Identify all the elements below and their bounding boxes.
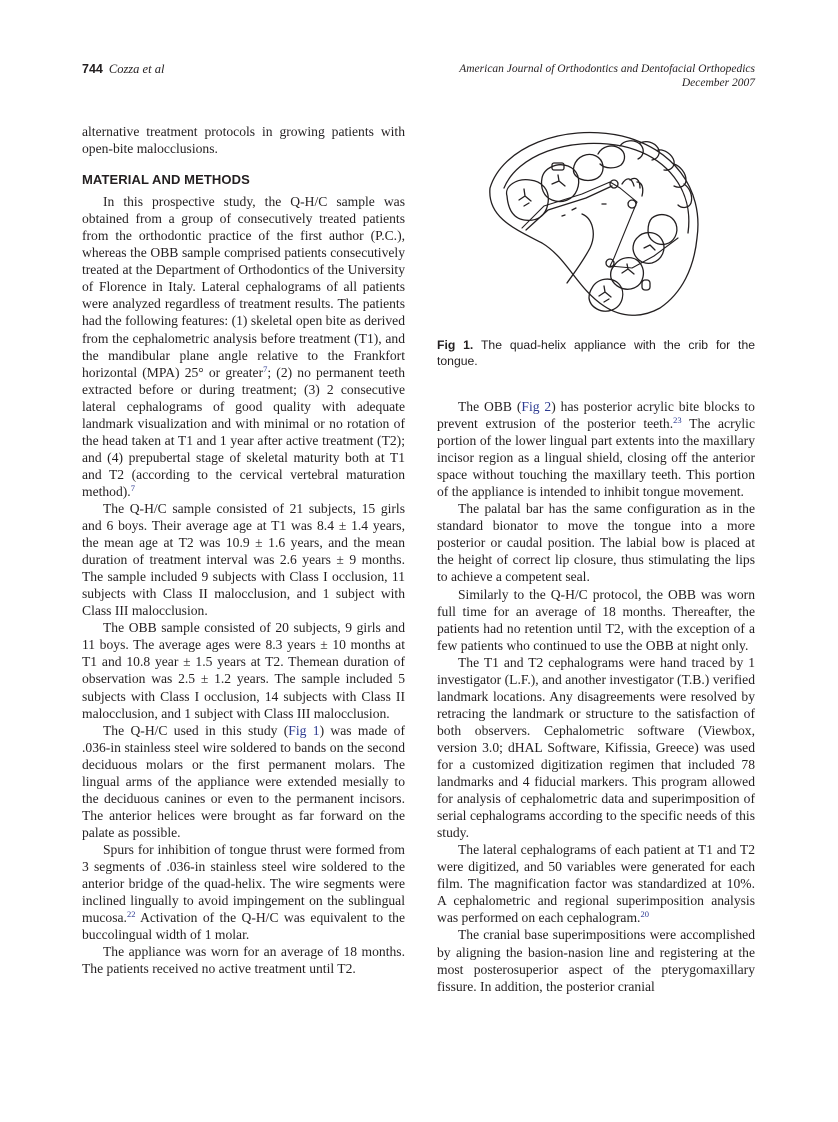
obb-description-paragraph <box>437 398 755 500</box>
digitization-paragraph <box>437 841 755 926</box>
journal-title: American Journal of Orthodontics and Dentofacial Orthopedics <box>459 63 755 75</box>
citation-ref[interactable]: 7 <box>263 363 268 374</box>
citation-ref[interactable]: 22 <box>126 909 136 920</box>
running-author: Cozza et al <box>108 62 165 76</box>
running-head <box>82 62 755 98</box>
running-head-left <box>82 62 164 77</box>
text-span: ; (2) no permanent teeth extracted before or during treatment; (3) 2 consecutive lateral cephalograms of good quality with adequate landmark visualization and with minimal or no rotation of the head taken at T1 and 1 year after active treatment (T2); and (4) prepubertal stage of skeletal maturity both at T1 and T2 (according to the cervical vertebral maturation method). <box>82 364 405 499</box>
text-span: ) was made of .036-in stainless steel wire soldered to bands on the second deciduous molars or the first permanent molars. The lingual arms of the appliance were extended mesially to the deciduous canines or even to the permanent incisors. The anterior helices were brought as far forward on the palate as possible. <box>82 722 405 840</box>
text-span: The acrylic portion of the lower lingual part extents into the maxillary incisor region as a lingual shield, closing off the anterior space without touching the maxillary teeth. This portion of the appliance is intended to inhibit tongue movement. <box>437 416 755 500</box>
text-span: The Q-H/C used in this study ( <box>103 722 289 738</box>
text-span: In this prospective study, the Q-H/C sample was obtained from a group of consecutively treated patients from the orthodontic practice of the first author (P.C.), whereas the OBB sample comprised patients consecutively treated at the Department of Orthodontics of the University of Florence in Italy. Lateral cephalograms of all patients were analyzed regardless of treatment results. The patients had the following features: (1) skeletal open bite as derived from the cephalometric analysis before treatment (T1), and the mandibular plane angle relative to the Frankfort horizontal (MPA) 25° or greater <box>82 194 405 380</box>
citation-ref[interactable]: 20 <box>640 909 649 920</box>
text-span: Activation of the Q-H/C was equivalent to the buccolingual width of 1 molar. <box>82 910 405 943</box>
qhc-appliance-paragraph <box>82 722 405 841</box>
quad-helix-illustration <box>482 118 707 323</box>
obb-sample-paragraph: The OBB sample consisted of 20 subjects, 9 girls and 11 boys. The average ages were 8.3 years ± 10 months at T1 and 10.8 year ± 1.5 years at T2. Themean duration of observation was 2.5 ± 1.2 years. The sample included 5 subjects with Class I occlusion, 14 subjects with Class II malocclusion, and 1 subject with Class III malocclusion. <box>82 620 405 721</box>
text-span: Spurs for inhibition of tongue thrust were formed from 3 segments of .036-in stainless steel wire soldered to the anterior bridge of the quad-helix. The wire segments were inclined lingually to avoid impingement on the sublingual mucosa. <box>82 841 405 926</box>
figure-link-fig1[interactable]: Fig 1 <box>288 722 320 738</box>
intro-tail-paragraph: alternative treatment protocols in growing patients with open-bite malocclusions. <box>82 124 405 157</box>
running-head-right <box>459 62 755 90</box>
tracing-paragraph: The T1 and T2 cephalograms were hand traced by 1 investigator (L.F.), and another investigator (T.B.) verified landmark locations. Any disagreements were resolved by retracing the landmark or structure to the satisfaction of both observers. Cephalometric software (Viewbox, version 3.0; dHAL Software, Kifissia, Greece) was used for a customized digitization regimen that included 78 landmarks and 4 fiducial markers. This program allowed for analysis of cephalometric data and superimposition of serial cephalograms according to the specific needs of this study. <box>437 654 755 841</box>
text-span: ) has posterior acrylic bite blocks to prevent extrusion of the posterior teeth. <box>437 399 755 432</box>
left-column <box>82 123 405 977</box>
citation-ref[interactable]: 23 <box>673 415 682 426</box>
issue-date: December 2007 <box>681 77 755 89</box>
citation-ref[interactable]: 7 <box>130 482 135 493</box>
figure-caption <box>437 337 755 369</box>
right-column <box>437 398 755 995</box>
superimposition-paragraph: The cranial base superimpositions were accomplished by aligning the basion-nasion line and registering at the most posterosuperior aspect of the pterygomaxillary fissure. In addition, the posterior cranial <box>437 927 755 994</box>
obb-protocol-paragraph: Similarly to the Q-H/C protocol, the OBB was worn full time for an average of 18 months. Thereafter, the patients had no retention until T2, with the exception of a few patients who continued to use the OBB at night only. <box>437 586 755 653</box>
methods-paragraph-1 <box>82 193 405 500</box>
spurs-paragraph <box>82 841 405 943</box>
figure-link-fig2[interactable]: Fig 2 <box>521 399 552 414</box>
figure-1 <box>437 118 755 369</box>
page-number: 744 <box>82 62 103 76</box>
text-span: The lateral cephalograms of each patient at T1 and T2 were digitized, and 50 variables were generated for each film. The magnification factor was standardized at 10%. A cephalometric and regional superimposition analysis was performed on each cephalogram. <box>437 842 755 926</box>
text-span: The OBB ( <box>458 399 522 414</box>
figure-label: Fig 1. <box>437 338 474 352</box>
section-heading: MATERIAL AND METHODS <box>82 172 250 188</box>
wear-duration-paragraph: The appliance was worn for an average of 18 months. The patients received no active treatment until T2. <box>82 944 405 977</box>
qhc-sample-paragraph: The Q-H/C sample consisted of 21 subjects, 15 girls and 6 boys. Their average age at T1 was 8.4 ± 1.4 years, the mean age at T2 was 10.9 ± 1.6 years, and the mean duration of treatment interval was 2.6 years ± 9 months. The sample included 9 subjects with Class I occlusion, 11 subjects with Class II malocclusion, and 1 subject with Class III malocclusion. <box>82 500 405 619</box>
caption-text: The quad-helix appliance with the crib for the tongue. <box>437 338 756 368</box>
palatal-bar-paragraph: The palatal bar has the same configuration as in the standard bionator to move the tongue into a more posterior or caudal position. The labial bow is placed at the height of correct lip closure, thus stimulating the lips to achieve a competent seal. <box>437 501 755 585</box>
